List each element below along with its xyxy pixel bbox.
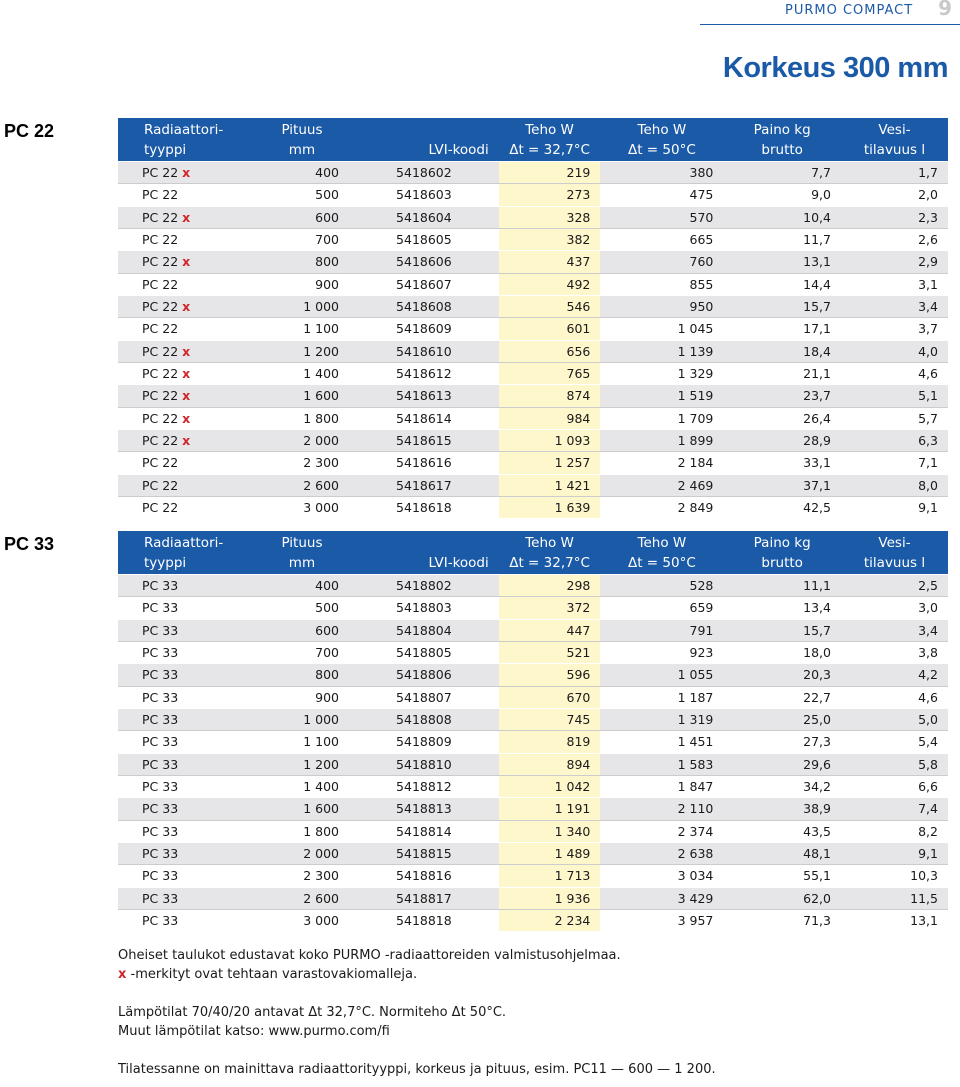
table-row [118,708,948,730]
cell-weight: 9,0 [723,184,841,206]
stock-mark: x [182,410,191,426]
table-row [118,820,948,842]
cell-weight: 17,1 [723,318,841,340]
cell-volume: 3,1 [841,273,948,295]
cell-type: PC 33 [118,686,255,708]
cell-length: 400 [255,575,349,597]
table-row [118,887,948,909]
cell-volume: 3,0 [841,597,948,619]
cell-type: PC 22 x [118,362,255,384]
cell-output-32: 372 [499,597,601,619]
cell-volume: 9,1 [841,842,948,864]
cell-output-50: 1 055 [600,664,723,686]
cell-output-50: 1 329 [600,362,723,384]
cell-output-32: 492 [499,273,601,295]
cell-output-32: 894 [499,753,601,775]
cell-type: PC 22 [118,318,255,340]
cell-volume: 3,7 [841,318,948,340]
stock-mark: x [182,254,191,270]
cell-output-50: 2 849 [600,496,723,518]
cell-output-50: 1 139 [600,340,723,362]
cell-lvi-code: 5418608 [349,295,499,317]
cell-type: PC 22 x [118,162,255,184]
cell-volume: 8,0 [841,474,948,496]
cell-length: 800 [255,664,349,686]
cell-weight: 33,1 [723,452,841,474]
page-title: Korkeus 300 mm [722,52,948,84]
cell-weight: 26,4 [723,407,841,429]
column-header-output-50: Teho W Δt = 50°C [600,118,723,162]
cell-output-50: 1 709 [600,407,723,429]
cell-lvi-code: 5418807 [349,686,499,708]
cell-output-32: 219 [499,162,601,184]
section-label-pc33: PC 33 [4,534,55,554]
cell-lvi-code: 5418808 [349,708,499,730]
cell-weight: 48,1 [723,842,841,864]
cell-lvi-code: 5418618 [349,496,499,518]
cell-length: 2 300 [255,865,349,887]
table-row [118,686,948,708]
cell-type: PC 33 [118,887,255,909]
cell-weight: 28,9 [723,429,841,451]
cell-length: 800 [255,251,349,273]
cell-lvi-code: 5418805 [349,641,499,663]
cell-output-32: 874 [499,385,601,407]
table-row [118,575,948,597]
stock-mark: x [182,433,191,449]
cell-volume: 4,6 [841,686,948,708]
cell-lvi-code: 5418615 [349,429,499,451]
cell-output-32: 437 [499,251,601,273]
cell-lvi-code: 5418806 [349,664,499,686]
table-row [118,909,948,931]
cell-output-50: 528 [600,575,723,597]
cell-type: PC 22 [118,496,255,518]
cell-volume: 2,3 [841,206,948,228]
cell-lvi-code: 5418616 [349,452,499,474]
cell-volume: 2,6 [841,228,948,250]
cell-length: 3 000 [255,496,349,518]
stock-mark-symbol: x [118,967,127,982]
cell-lvi-code: 5418815 [349,842,499,864]
cell-length: 2 600 [255,474,349,496]
cell-output-50: 1 319 [600,708,723,730]
cell-type: PC 22 x [118,407,255,429]
cell-volume: 10,3 [841,865,948,887]
cell-volume: 5,8 [841,753,948,775]
cell-output-32: 819 [499,731,601,753]
cell-volume: 3,4 [841,295,948,317]
cell-output-32: 328 [499,206,601,228]
cell-type: PC 22 x [118,385,255,407]
stock-mark: x [182,209,191,225]
column-header-weight: Paino kg brutto [723,531,841,575]
cell-weight: 23,7 [723,385,841,407]
cell-lvi-code: 5418612 [349,362,499,384]
cell-type: PC 22 [118,228,255,250]
column-header-weight: Paino kg brutto [723,118,841,162]
cell-length: 2 000 [255,429,349,451]
cell-length: 600 [255,206,349,228]
cell-volume: 6,3 [841,429,948,451]
cell-volume: 2,5 [841,575,948,597]
cell-lvi-code: 5418813 [349,798,499,820]
cell-type: PC 22 [118,452,255,474]
cell-type: PC 22 x [118,429,255,451]
page-number: 9 [938,0,952,20]
cell-lvi-code: 5418606 [349,251,499,273]
cell-type: PC 33 [118,909,255,931]
cell-output-32: 382 [499,228,601,250]
cell-volume: 3,4 [841,619,948,641]
cell-output-32: 273 [499,184,601,206]
cell-length: 600 [255,619,349,641]
cell-weight: 15,7 [723,619,841,641]
column-header-output-32: Teho W Δt = 32,7°C [499,531,601,575]
cell-type: PC 22 x [118,251,255,273]
cell-output-50: 2 374 [600,820,723,842]
cell-output-32: 984 [499,407,601,429]
cell-output-32: 1 093 [499,429,601,451]
cell-lvi-code: 5418804 [349,619,499,641]
cell-volume: 9,1 [841,496,948,518]
table-header-row [118,118,948,162]
cell-output-32: 596 [499,664,601,686]
cell-length: 1 000 [255,708,349,730]
cell-volume: 4,2 [841,664,948,686]
cell-weight: 18,4 [723,340,841,362]
cell-lvi-code: 5418617 [349,474,499,496]
cell-output-32: 765 [499,362,601,384]
cell-output-50: 1 899 [600,429,723,451]
cell-output-32: 1 421 [499,474,601,496]
column-header-output-32: Teho W Δt = 32,7°C [499,118,601,162]
cell-lvi-code: 5418609 [349,318,499,340]
table-row [118,753,948,775]
cell-type: PC 33 [118,753,255,775]
table-row [118,318,948,340]
cell-length: 2 300 [255,452,349,474]
cell-type: PC 33 [118,708,255,730]
table-row [118,429,948,451]
cell-weight: 10,4 [723,206,841,228]
cell-weight: 43,5 [723,820,841,842]
cell-weight: 29,6 [723,753,841,775]
column-header-volume: Vesi- tilavuus l [841,531,948,575]
cell-weight: 13,4 [723,597,841,619]
cell-output-50: 3 429 [600,887,723,909]
cell-output-50: 1 187 [600,686,723,708]
cell-volume: 5,4 [841,731,948,753]
cell-output-32: 1 713 [499,865,601,887]
cell-output-50: 659 [600,597,723,619]
spec-table-pc22 [118,118,948,518]
cell-type: PC 22 [118,184,255,206]
cell-weight: 71,3 [723,909,841,931]
cell-lvi-code: 5418816 [349,865,499,887]
cell-type: PC 33 [118,664,255,686]
cell-output-50: 475 [600,184,723,206]
cell-volume: 4,6 [841,362,948,384]
table-row [118,273,948,295]
table-row [118,452,948,474]
footnotes [118,946,716,1079]
cell-length: 700 [255,641,349,663]
cell-weight: 38,9 [723,798,841,820]
table-row [118,385,948,407]
cell-output-32: 1 340 [499,820,601,842]
cell-output-32: 745 [499,708,601,730]
cell-weight: 37,1 [723,474,841,496]
table-row [118,865,948,887]
cell-volume: 2,0 [841,184,948,206]
cell-length: 2 600 [255,887,349,909]
cell-volume: 7,4 [841,798,948,820]
cell-output-50: 380 [600,162,723,184]
cell-output-32: 2 234 [499,909,601,931]
cell-lvi-code: 5418614 [349,407,499,429]
cell-volume: 11,5 [841,887,948,909]
cell-type: PC 33 [118,641,255,663]
cell-length: 2 000 [255,842,349,864]
cell-weight: 11,7 [723,228,841,250]
cell-weight: 7,7 [723,162,841,184]
cell-output-32: 1 936 [499,887,601,909]
cell-lvi-code: 5418610 [349,340,499,362]
cell-output-50: 2 469 [600,474,723,496]
cell-weight: 20,3 [723,664,841,686]
cell-length: 900 [255,273,349,295]
table-row [118,474,948,496]
cell-output-50: 760 [600,251,723,273]
brand-label: PURMO COMPACT [785,3,914,18]
cell-type: PC 33 [118,731,255,753]
cell-type: PC 33 [118,775,255,797]
cell-output-50: 950 [600,295,723,317]
cell-output-50: 855 [600,273,723,295]
table-row [118,496,948,518]
cell-length: 1 400 [255,775,349,797]
note-line: Tilatessanne on mainittava radiaattorityyppi, korkeus ja pituus, esim. PC11 — 600 — 1 200. [118,1062,716,1077]
stock-mark: x [182,343,191,359]
cell-output-50: 2 110 [600,798,723,820]
stock-mark: x [182,165,191,181]
cell-length: 1 600 [255,798,349,820]
table-row [118,184,948,206]
cell-output-32: 601 [499,318,601,340]
stock-mark: x [182,299,191,315]
cell-volume: 5,7 [841,407,948,429]
cell-weight: 42,5 [723,496,841,518]
table-row [118,641,948,663]
cell-type: PC 33 [118,575,255,597]
cell-volume: 6,6 [841,775,948,797]
cell-weight: 21,1 [723,362,841,384]
stock-mark: x [182,366,191,382]
table-row [118,362,948,384]
cell-volume: 7,1 [841,452,948,474]
cell-weight: 14,4 [723,273,841,295]
cell-volume: 13,1 [841,909,948,931]
cell-lvi-code: 5418603 [349,184,499,206]
cell-volume: 4,0 [841,340,948,362]
cell-length: 500 [255,184,349,206]
cell-output-50: 3 034 [600,865,723,887]
column-header-type: Radiaattori- tyyppi [118,531,255,575]
cell-output-50: 791 [600,619,723,641]
table-row [118,619,948,641]
cell-type: PC 22 x [118,206,255,228]
table-row [118,228,948,250]
cell-length: 1 100 [255,318,349,340]
cell-output-50: 665 [600,228,723,250]
cell-output-50: 1 847 [600,775,723,797]
column-header-lvi-code: LVI-koodi [349,118,499,162]
table-row [118,407,948,429]
cell-lvi-code: 5418817 [349,887,499,909]
cell-weight: 22,7 [723,686,841,708]
cell-type: PC 33 [118,597,255,619]
table-header-row [118,531,948,575]
cell-volume: 5,1 [841,385,948,407]
cell-type: PC 22 x [118,340,255,362]
cell-volume: 2,9 [841,251,948,273]
cell-output-50: 1 583 [600,753,723,775]
note-text: -merkityt ovat tehtaan varastovakiomalleja. [130,967,418,982]
cell-weight: 34,2 [723,775,841,797]
cell-lvi-code: 5418802 [349,575,499,597]
cell-volume: 5,0 [841,708,948,730]
table-row [118,251,948,273]
cell-output-32: 670 [499,686,601,708]
table-row [118,206,948,228]
cell-length: 1 200 [255,340,349,362]
page-header [700,0,960,25]
cell-weight: 25,0 [723,708,841,730]
cell-length: 900 [255,686,349,708]
cell-output-50: 1 519 [600,385,723,407]
cell-output-32: 546 [499,295,601,317]
cell-lvi-code: 5418810 [349,753,499,775]
cell-output-32: 1 042 [499,775,601,797]
table-row [118,731,948,753]
cell-weight: 55,1 [723,865,841,887]
cell-output-32: 447 [499,619,601,641]
cell-length: 1 800 [255,820,349,842]
cell-output-50: 2 184 [600,452,723,474]
cell-type: PC 33 [118,820,255,842]
cell-length: 1 100 [255,731,349,753]
cell-type: PC 33 [118,865,255,887]
note-line-mark [118,965,716,984]
cell-type: PC 33 [118,842,255,864]
cell-lvi-code: 5418818 [349,909,499,931]
cell-lvi-code: 5418602 [349,162,499,184]
cell-type: PC 33 [118,619,255,641]
note-line: Muut lämpötilat katso: www.purmo.com/fi [118,1024,390,1039]
cell-length: 1 600 [255,385,349,407]
cell-weight: 15,7 [723,295,841,317]
column-header-output-50: Teho W Δt = 50°C [600,531,723,575]
cell-output-32: 1 639 [499,496,601,518]
cell-volume: 3,8 [841,641,948,663]
table-row [118,664,948,686]
cell-lvi-code: 5418812 [349,775,499,797]
cell-weight: 27,3 [723,731,841,753]
cell-lvi-code: 5418613 [349,385,499,407]
cell-lvi-code: 5418814 [349,820,499,842]
column-header-volume: Vesi- tilavuus l [841,118,948,162]
cell-volume: 8,2 [841,820,948,842]
cell-volume: 1,7 [841,162,948,184]
note-line: Lämpötilat 70/40/20 antavat Δt 32,7°C. Normiteho Δt 50°C. [118,1005,507,1020]
cell-output-32: 1 191 [499,798,601,820]
note-line: Oheiset taulukot edustavat koko PURMO -radiaattoreiden valmistusohjelmaa. [118,948,621,963]
table-row [118,842,948,864]
cell-weight: 18,0 [723,641,841,663]
cell-output-50: 923 [600,641,723,663]
cell-type: PC 22 x [118,295,255,317]
cell-length: 1 200 [255,753,349,775]
cell-output-50: 570 [600,206,723,228]
section-label-pc22: PC 22 [4,121,55,141]
cell-length: 400 [255,162,349,184]
cell-output-32: 1 489 [499,842,601,864]
cell-output-32: 1 257 [499,452,601,474]
cell-length: 1 400 [255,362,349,384]
column-header-length: Pituus mm [255,118,349,162]
table-row [118,798,948,820]
cell-output-32: 521 [499,641,601,663]
cell-lvi-code: 5418605 [349,228,499,250]
column-header-length: Pituus mm [255,531,349,575]
stock-mark: x [182,388,191,404]
cell-type: PC 33 [118,798,255,820]
table-row [118,340,948,362]
cell-lvi-code: 5418803 [349,597,499,619]
table-row [118,162,948,184]
cell-type: PC 22 [118,474,255,496]
cell-output-50: 1 045 [600,318,723,340]
table-row [118,597,948,619]
cell-weight: 13,1 [723,251,841,273]
cell-length: 500 [255,597,349,619]
cell-length: 1 800 [255,407,349,429]
cell-length: 3 000 [255,909,349,931]
cell-weight: 62,0 [723,887,841,909]
cell-lvi-code: 5418607 [349,273,499,295]
cell-length: 1 000 [255,295,349,317]
cell-lvi-code: 5418604 [349,206,499,228]
table-row [118,295,948,317]
cell-output-50: 2 638 [600,842,723,864]
column-header-lvi-code: LVI-koodi [349,531,499,575]
spec-table-pc33 [118,531,948,931]
table-row [118,775,948,797]
cell-output-50: 1 451 [600,731,723,753]
cell-lvi-code: 5418809 [349,731,499,753]
cell-output-32: 656 [499,340,601,362]
cell-type: PC 22 [118,273,255,295]
column-header-type: Radiaattori- tyyppi [118,118,255,162]
cell-output-50: 3 957 [600,909,723,931]
cell-weight: 11,1 [723,575,841,597]
cell-output-32: 298 [499,575,601,597]
cell-length: 700 [255,228,349,250]
